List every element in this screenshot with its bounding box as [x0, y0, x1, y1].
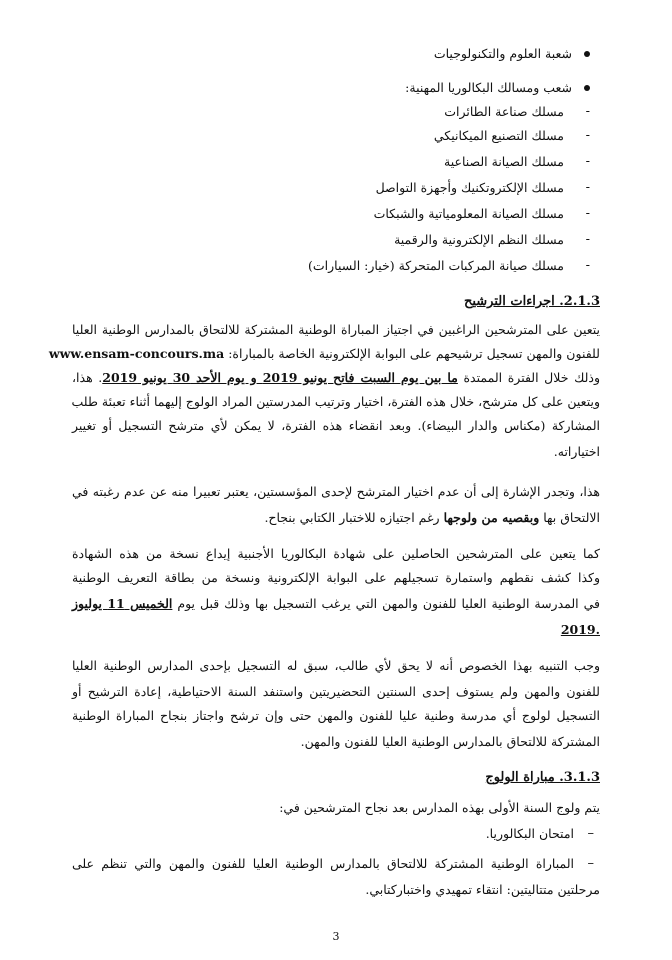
bullet-item: شعبة العلوم والتكنولوجيات	[433, 46, 572, 61]
paragraph-line: للفنون والمهن ولم يستوف إحدى السنتين التحضيريتين واستنفد السنة الاحتياطية، إعادة الترشيح أو	[72, 684, 600, 699]
deadline-year: 2019.	[560, 622, 600, 637]
paragraph-line: هذا، وتجدر الإشارة إلى أن عدم اختيار المترشح لإحدى المؤسستين، يعتبر تعبيرا منه عن عدم رغبته في	[72, 484, 600, 499]
dash-icon: -	[585, 154, 590, 169]
dash-icon: -	[585, 180, 590, 195]
sub-list-item: مسلك صيانة المركبات المتحركة (خيار: السيارات)	[308, 258, 564, 273]
paragraph-text: وذلك خلال الفترة الممتدة	[457, 370, 601, 385]
paragraph-line: المشتركة للالتحاق بالمدارس الوطنية العليا للفنون والمهن.	[300, 734, 600, 749]
paragraph-text: للفنون والمهن تسجيل ترشيحهم على البوابة الإلكترونية الخاصة بالمباراة:	[224, 346, 600, 361]
sub-list-item: مسلك الصيانة المعلومياتية والشبكات	[373, 206, 564, 221]
page-number: 3	[332, 930, 340, 943]
registration-period: ما بين يوم السبت فاتح يونيو 2019 و يوم الأحد 30 يونيو 2019	[102, 370, 458, 385]
paragraph-line: يتعين على المترشحين الراغبين في اجتياز المباراة الوطنية المشتركة للالتحاق بالمدارس الوطنية العليا	[72, 322, 600, 337]
paragraph-line	[72, 596, 600, 612]
paragraph-text: في المدرسة الوطنية العليا للفنون والمهن التي يرغب التسجيل بها وذلك قبل يوم	[172, 596, 600, 611]
paragraph-line: المشاركة (مكناس والدار البيضاء). وبعد انقضاء هذه الفترة، لا يمكن لأي مترشح التسجيل أو تغيير	[72, 418, 600, 433]
paragraph-line: ويتعين على كل مترشح، خلال هذه الفترة، اختيار وترتيب المدرستين المراد الولوج إليهما أثناء تعبئة طلب	[71, 394, 600, 409]
dash-icon: -	[585, 232, 590, 247]
website-url: www.ensam-concours.ma	[48, 346, 225, 361]
sub-list-item: مسلك النظم الإلكترونية والرقمية	[394, 232, 564, 247]
emphasis-text: وبقصيه من ولوجها	[443, 510, 540, 525]
deadline-date: الخميس 11 يوليوز	[72, 596, 173, 611]
section-heading: 2.1.3. اجراءات الترشيح	[463, 294, 600, 309]
paragraph-line: التسجيل لولوج أي مدرسة وطنية عليا للفنون والمهن حتى وإن ترشح واجتاز بنجاح المباراة الوطنية	[72, 708, 600, 723]
sub-list-item: مسلك الصيانة الصناعية	[444, 154, 564, 169]
paragraph-line: وكذا كشف نقطهم واستمارة تسجيلهم على البوابة الإلكترونية ونسخة من بطاقة التعريف الوطنية	[72, 570, 600, 585]
dash-icon: -	[585, 104, 590, 119]
list-item: المباراة الوطنية المشتركة للالتحاق بالمدارس الوطنية العليا للفنون والمهن والتي تنظم على	[72, 856, 574, 871]
paragraph-text: رغم اجتيازه للاختبار الكتابي بنجاح.	[264, 510, 444, 525]
bullet-icon	[584, 51, 590, 57]
list-item: امتحان البكالوريا.	[485, 826, 574, 841]
sub-list-item: مسلك صناعة الطائرات	[444, 104, 564, 119]
list-item-continuation: مرحلتين متتاليتين: انتقاء تمهيدي واختباركتابي.	[365, 882, 600, 897]
paragraph-line	[561, 622, 600, 638]
paragraph-line: اختياراته.	[553, 444, 600, 459]
paragraph-line: وجب التنبيه بهذا الخصوص أنه لا يحق لأي طالب، سبق له التسجيل بإحدى المدارس الوطنية العليا	[72, 658, 600, 673]
paragraph-line	[48, 346, 600, 362]
sub-list-item: مسلك الإلكتروتكنيك وأجهزة التواصل	[375, 180, 564, 195]
dash-icon: -	[585, 128, 590, 143]
dash-icon: -	[585, 206, 590, 221]
paragraph-text: . هذا،	[72, 370, 103, 385]
paragraph-text: الالتحاق بها	[539, 510, 600, 525]
section-heading: 3.1.3. مباراة الولوج	[485, 770, 600, 785]
dash-icon: –	[587, 826, 594, 841]
bullet-item: شعب ومسالك البكالوريا المهنية:	[405, 80, 572, 95]
dash-icon: -	[585, 258, 590, 273]
dash-icon: –	[587, 856, 594, 871]
paragraph-line	[264, 510, 600, 526]
paragraph-line: كما يتعين على المترشحين الحاصلين على شهادة البكالوريا الأجنبية إيداع نسخة من هذه الشهادة	[72, 546, 600, 561]
sub-list-item: مسلك التصنيع الميكانيكي	[433, 128, 564, 143]
paragraph-line: يتم ولوج السنة الأولى بهذه المدارس بعد نجاح المترشحين في:	[279, 800, 600, 815]
paragraph-line	[72, 370, 600, 386]
bullet-icon	[584, 85, 590, 91]
